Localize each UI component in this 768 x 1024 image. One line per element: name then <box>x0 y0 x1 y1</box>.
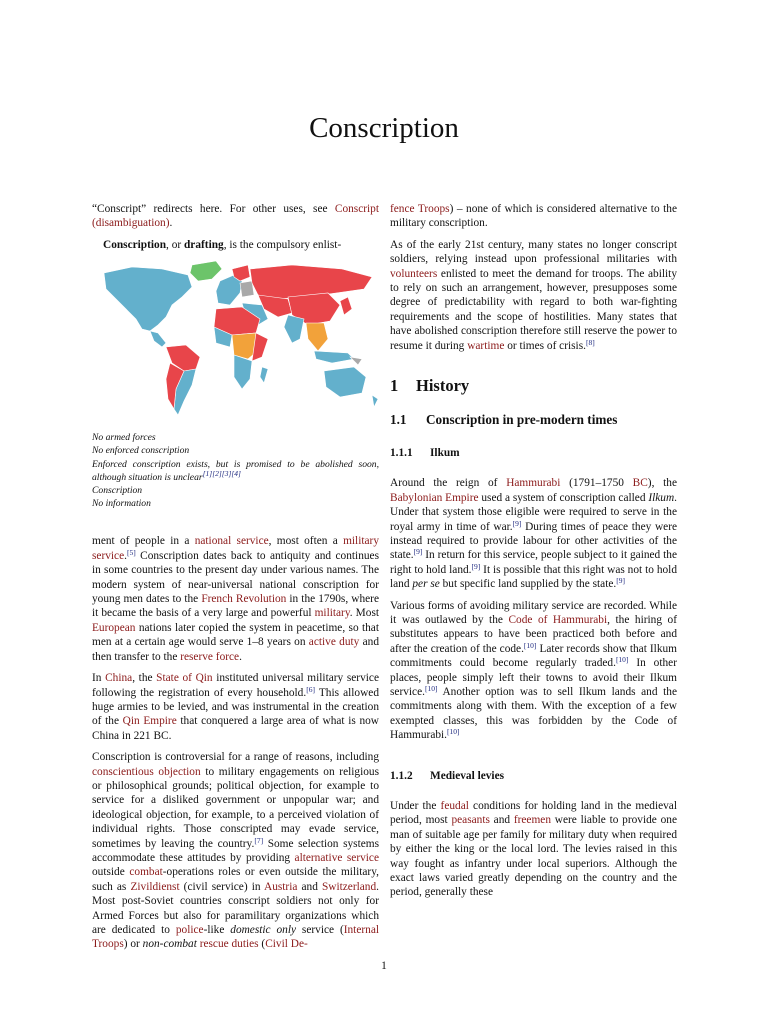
link-civil-defence-troops-cont[interactable]: fence Troops <box>390 203 450 215</box>
legend-no-armed-forces: No armed forces <box>92 432 156 444</box>
map-southern-africa <box>234 355 252 389</box>
citation[interactable]: [10] <box>615 655 629 665</box>
link-code-of-hammurabi[interactable]: Code of Hammurabi <box>508 613 608 626</box>
link-european[interactable]: European <box>92 621 136 634</box>
paragraph: In China, the State of Qin instituted universal military service following the registration of every household.[6] This allowed huge armies to be levied, and was instrumental in the creation of the Qin Empire that conquered a large area of what is now China in 221 BC. <box>92 672 380 742</box>
world-conscription-map <box>92 259 379 425</box>
link-wartime[interactable]: wartime <box>467 339 505 352</box>
heading-ilkum: 1.1.1 Ilkum <box>390 446 460 459</box>
lead-paragraph: Conscription, or drafting, is the compulsory enlist- <box>103 238 342 251</box>
link-china[interactable]: China <box>105 672 133 685</box>
link-conscientious-objection[interactable]: conscientious objection <box>92 765 201 778</box>
link-internal-troops[interactable]: Internal Troops <box>92 924 380 951</box>
link-bc[interactable]: BC <box>632 477 648 490</box>
citation[interactable]: [1][2][3][4] <box>202 468 241 478</box>
link-switzerland[interactable]: Switzerland <box>321 880 377 893</box>
map-new-zealand <box>372 395 378 407</box>
hatnote: “Conscript” redirects here. For other uses, see Conscript (disambiguation). <box>92 203 379 230</box>
link-rescue-duties[interactable]: rescue duties <box>199 938 259 951</box>
link-alternative-service[interactable]: alternative service <box>294 851 379 864</box>
link-volunteers[interactable]: volunteers <box>390 267 438 280</box>
page-title: Conscription <box>309 112 459 144</box>
link-qin-empire[interactable]: Qin Empire <box>122 715 177 728</box>
link-hammurabi[interactable]: Hammurabi <box>506 477 561 490</box>
map-png <box>350 357 362 365</box>
map-central-america <box>150 331 166 347</box>
legend-conscription: Conscription <box>92 485 143 497</box>
link-conscript-disambiguation[interactable]: Conscript (disambiguation) <box>92 203 379 230</box>
paragraph: Under the feudal conditions for holding land in the medieval period, most peasants and freemen were liable to provide one man of suitable age per family for military duty when required by either the king or the local lord. The levies raised in this way fought as infantry under local superiors. Although the exact laws varied greatly depending on the country and the period, generally these <box>390 800 677 899</box>
link-babylonian-empire[interactable]: Babylonian Empire <box>390 491 479 504</box>
paragraph: Various forms of avoiding military service are recorded. While it was outlawed by the Code of Hammurabi, the hiring of substitutes appears to have been practiced both before and after the creation of the code.[10] Later records show that Ilkum commitments could become regularly traded.[10] In other places, people simply left their towns to avoid their Ilkum service.[10] Another option was to sell Ilkum lands and the commitments along with them. With the exception of a few exempted classes, this was forbidden by the Code of Hammurabi.[10] <box>390 599 677 742</box>
link-military[interactable]: military <box>314 607 350 620</box>
paragraph: As of the early 21st century, many states no longer conscript soldiers, relying instead upon professional militaries with volunteers enlisted to meet the demand for troops. The ability to rely on such an arrangement, however, presupposes some degree of predictability with regard to both war-fighting requirements and the scope of hostilities. Many states that have abolished conscription therefore still reserve the power to resume it during wartime or times of crisis.[8] <box>390 238 677 352</box>
citation[interactable]: [8] <box>585 337 595 347</box>
link-reserve-force[interactable]: reserve force <box>180 650 240 663</box>
paragraph: Around the reign of Hammurabi (1791–1750 BC), the Babylonian Empire used a system of conscription called Ilkum. Under that system those eligible were required to serve in the royal army in time of war.[9] During times of peace they were instead required to provide labour for other activities of the state.[9] In return for this service, people subject to it gained the right to hold land.[9] It is possible that this right was not to hold land per se but specific land supplied by the state.[9] <box>390 477 678 591</box>
map-korea-japan <box>340 297 352 315</box>
link-zivildienst[interactable]: Zivildienst <box>130 880 180 893</box>
map-russia <box>250 265 372 299</box>
link-combat[interactable]: combat <box>129 866 163 879</box>
map-india <box>284 315 304 343</box>
link-peasants[interactable]: peasants <box>451 814 490 827</box>
map-australia <box>324 367 366 397</box>
term-conscription: Conscription <box>103 238 167 251</box>
citation[interactable]: [10] <box>447 727 460 737</box>
link-freemen[interactable]: freemen <box>513 814 551 827</box>
citation[interactable]: [9] <box>471 561 481 571</box>
link-state-of-qin[interactable]: State of Qin <box>156 672 213 685</box>
map-madagascar <box>260 367 268 383</box>
map-greenland <box>190 261 222 281</box>
link-national-service[interactable]: national service <box>194 535 269 548</box>
map-legend <box>92 431 379 510</box>
paragraph: Conscription is controversial for a range of reasons, including conscientious objection to military engagements on religious or philosophical grounds; political objection, for example to service for a disliked government or unpopular war; and ideological objection, for example, to a perceived violation of individual rights. Those conscripted may evade service, sometimes by leaving the country.[7] Some selection systems accommodate these attitudes by providing alternative service outside combat-operations roles or even outside the military, such as Zivildienst (civil service) in Austria and Switzerland. Most post-Soviet countries conscript soldiers not only for Armed Forces but also for paramilitary organizations which are dedicated to police-like domestic only service (Internal Troops) or non-combat rescue duties (Civil De- <box>92 751 380 951</box>
legend-no-enforced: No enforced conscription <box>92 445 190 457</box>
paragraph: fence Troops) – none of which is considered alternative to the military conscription. <box>390 203 677 230</box>
citation[interactable]: [7] <box>254 835 264 845</box>
right-column <box>390 202 677 907</box>
link-feudal[interactable]: feudal <box>440 800 469 812</box>
heading-medieval-levies: 1.1.2 Medieval levies <box>390 769 505 782</box>
legend-abolished-soon: Enforced conscription exists, but is promised to be abolished soon, although situation is unclear[1][2][3][4] <box>92 458 379 483</box>
link-police[interactable]: police <box>175 924 204 936</box>
term-drafting: drafting <box>184 238 224 251</box>
link-active-duty[interactable]: active duty <box>308 636 360 649</box>
link-military-service[interactable]: military service <box>92 535 379 562</box>
citation[interactable]: [5] <box>126 547 136 557</box>
citation[interactable]: [9] <box>616 576 625 586</box>
link-civil-defence-troops[interactable]: Civil De- <box>265 938 308 951</box>
citation[interactable]: [6] <box>306 684 315 694</box>
map-southeast-asia <box>306 323 328 351</box>
map-north-america <box>104 267 192 331</box>
link-french-revolution[interactable]: French Revolution <box>201 593 287 606</box>
citation[interactable]: [9] <box>413 547 423 557</box>
map-indonesia <box>314 351 354 363</box>
legend-no-information: No information <box>92 498 151 510</box>
page-number: 1 <box>381 960 387 972</box>
left-column <box>92 202 379 959</box>
citation[interactable]: [9] <box>512 518 522 528</box>
heading-history: 1 History <box>390 376 470 396</box>
link-austria[interactable]: Austria <box>264 880 298 893</box>
citation[interactable]: [10] <box>424 683 438 693</box>
paragraph: ment of people in a national service, most often a military service.[5] Conscription dates back to antiquity and continues in some countries to the present day under various names. The modern system of near-universal national conscription for young men dates to the French Revolution in the 1790s, where it became the basis of a very large and powerful military. Most European nations later copied the system in peacetime, so that men at a certain age would serve 1–8 years on active duty and then transfer to the reserve force. <box>92 535 380 663</box>
citation[interactable]: [10] <box>523 640 537 650</box>
heading-pre-modern: 1.1 Conscription in pre-modern times <box>390 412 618 428</box>
